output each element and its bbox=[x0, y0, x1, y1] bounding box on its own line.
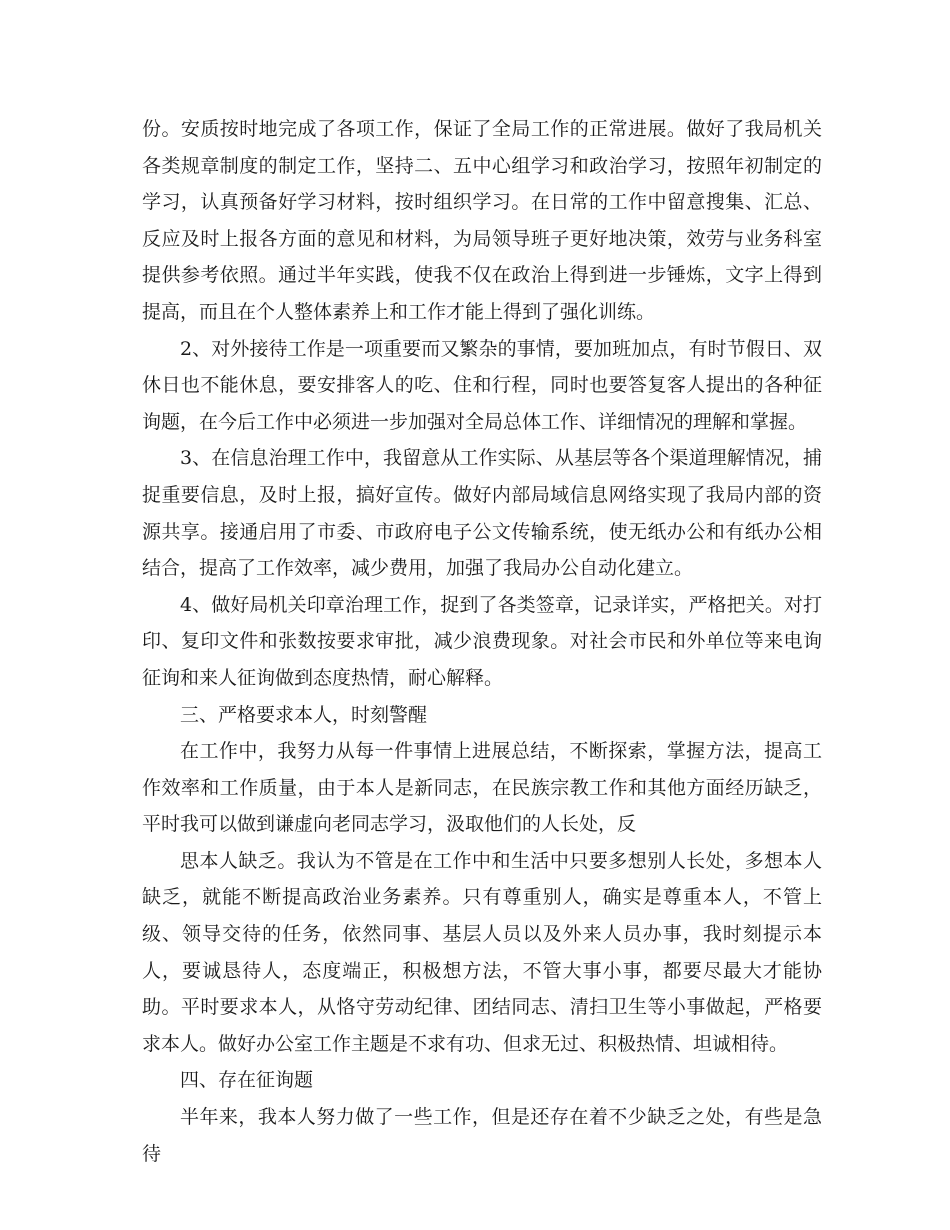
paragraph-item-3: 3、在信息治理工作中，我留意从工作实际、从基层等各个渠道理解情况，捕捉重要信息，及时上报，搞好宣传。做好内部局域信息网络实现了我局内部的资源共享。接通启用了市委、市政府电子公文传输系统，使无纸办公和有纸办公相结合，提高了工作效率，减少费用，加强了我局办公自动化建立。 bbox=[142, 447, 822, 580]
paragraph-continuation: 份。安质按时地完成了各项工作，保证了全局工作的正常进展。做好了我局机关各类规章制度的制定工作，坚持二、五中心组学习和政治学习，按照年初制定的学习，认真预备好学习材料，按时组织学习。在日常的工作中留意搜集、汇总、反应及时上报各方面的意见和材料，为局领导班子更好地决策，效劳与业务科室提供参考依照。通过半年实践，使我不仅在政治上得到进一步锤炼，文字上得到提高，而且在个人整体素养上和工作才能上得到了强化训练。 bbox=[142, 118, 822, 323]
paragraph-item-2: 2、对外接待工作是一项重要而又繁杂的事情，要加班加点，有时节假日、双休日也不能休息，要安排客人的吃、住和行程，同时也要答复客人提出的各种征询题，在今后工作中必须进一步加强对全局总体工作、详细情况的理解和掌握。 bbox=[142, 337, 822, 433]
paragraph-section-4: 半年来，我本人努力做了一些工作，但是还存在着不少缺乏之处，有些是急待 bbox=[142, 1106, 822, 1165]
document-body bbox=[142, 111, 822, 1172]
paragraph-item-4: 4、做好局机关印章治理工作，捉到了各类签章，记录详实，严格把关。对打印、复印文件和张数按要求审批，减少浪费现象。对社会市民和外单位等来电询征询和来人征询做到态度热情，耐心解释。 bbox=[142, 593, 822, 689]
section-heading-3: 三、严格要求本人，时刻警醒 bbox=[180, 703, 428, 726]
paragraph-section-3-part-1: 在工作中，我努力从每一件事情上进展总结，不断探索，掌握方法，提高工作效率和工作质量，由于本人是新同志，在民族宗教工作和其他方面经历缺乏，平时我可以做到谦虚向老同志学习，汲取他们的人长处，反 bbox=[142, 740, 822, 836]
section-heading-4: 四、存在征询题 bbox=[180, 1069, 314, 1092]
paragraph-section-3-part-2: 思本人缺乏。我认为不管是在工作中和生活中只要多想别人长处，多想本人缺乏，就能不断提高政治业务素养。只有尊重别人，确实是尊重本人，不管上级、领导交待的任务，依然同事、基层人员以及外来人员办事，我时刻提示本人，要诚恳待人，态度端正，积极想方法，不管大事小事，都要尽最大才能协助。平时要求本人，从恪守劳动纪律、团结同志、清扫卫生等小事做起，严格要求本人。做好办公室工作主题是不求有功、但求无过、积极热情、坦诚相待。 bbox=[142, 849, 822, 1055]
